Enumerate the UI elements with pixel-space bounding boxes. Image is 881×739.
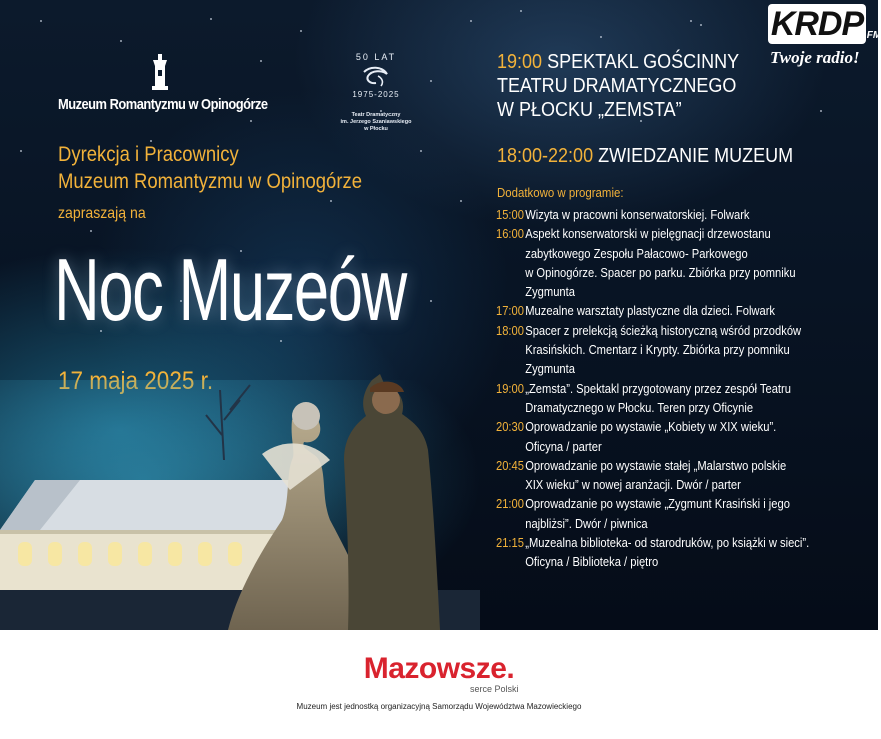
program-text: w Opinogórze. Spacer po parku. Zbiórka przy pomniku [525,264,796,280]
star [420,150,422,152]
invitation-line-3: zapraszają na [58,205,146,222]
museum-name: Muzeum Romantyzmu w Opinogórze [58,96,268,113]
program-text: „Zemsta”. Spektakl przygotowany przez zespół Teatru [525,380,791,396]
anniversary-years: 1975-2025 [352,90,400,99]
star [690,20,692,22]
program-text: Muzealne warsztaty plastyczne dla dzieci. Folwark [525,303,776,319]
main-event-time: 19:00 [497,51,543,73]
event-title: Noc Muzeów [54,240,406,339]
museum-tower-icon [149,54,171,90]
program-text: zabytkowego Zespołu Pałacowo- Parkowego [525,245,748,261]
star [470,20,472,22]
program-heading: Dodatkowo w programie: [497,185,624,200]
footer-note: Muzeum jest jednostką organizacyjną Samorządu Województwa Mazowieckiego [296,702,582,711]
star [20,150,22,152]
anniversary-top-text: 50 LAT [355,52,397,62]
mazowsze-tagline: serce Polski [470,684,519,694]
invitation-line-1: Dyrekcja i Pracownicy [58,143,239,166]
program-time: 16:00 [496,226,524,242]
theatre-caption: Teatr Dramatyczny im. Jerzego Szaniawskiego w Płocku [340,112,412,132]
radio-name: KRDP [768,4,866,44]
star [600,36,602,38]
main-event-spectacle [497,50,739,122]
main-event-time: 18:00-22:00 [497,145,594,167]
program-text: Zygmunta [525,361,575,377]
star [700,24,702,26]
main-event-text: SPEKTAKL GOŚCINNY [547,51,740,73]
program-text: Oficyna / Biblioteka / piętro [525,554,659,570]
star [430,300,432,302]
program-time: 18:00 [496,322,524,338]
footer [0,630,878,739]
program-time: 21:00 [496,496,524,512]
main-event-text: W PŁOCKU „ZEMSTA” [497,99,682,121]
program-time: 20:30 [496,419,524,435]
program-time: 19:00 [496,380,524,396]
program-time: 20:45 [496,457,524,473]
program-text: Aspekt konserwatorski w pielęgnacji drzewostanu [525,226,771,242]
program-text: Wizyta w pracowni konserwatorskiej. Folwark [525,207,750,222]
invitation-line-2: Muzeum Romantyzmu w Opinogórze [58,170,363,193]
radio-suffix: .FM [864,30,881,41]
radio-logo [760,0,881,78]
star [90,230,92,232]
star [280,340,282,342]
main-event-text: ZWIEDZANIE MUZEUM [598,145,794,167]
program-text: Oprowadzanie po wystawie „Kobiety w XIX wieku”. [525,419,777,435]
program-text: Zygmunta [525,284,575,300]
star [430,80,432,82]
star [260,60,262,62]
star [250,120,252,122]
main-event-visiting [497,144,793,168]
program-time: 21:15 [496,535,524,551]
program-text: „Muzealna biblioteka- od starodruków, po książki w sieci”. [525,535,810,551]
program-time: 15:00 [496,207,524,222]
star [120,40,122,42]
program-text: Oficyna / parter [525,438,602,454]
program-text: Oprowadzanie po wystawie stałej „Malarstwo polskie [525,457,787,473]
manor-and-actors-illustration [0,380,480,630]
star [330,200,332,202]
star [820,110,822,112]
program-text: najbliżsi”. Dwór / piwnica [525,515,648,531]
program-time: 17:00 [496,303,524,319]
star [150,140,152,142]
theatre-anniversary-logo [336,52,416,142]
star [460,200,462,202]
star [40,20,42,22]
star [210,18,212,20]
program-text: Krasińskich. Cmentarz i Krypty. Zbiórka przy pomniku [525,342,790,358]
mazowsze-logo: Mazowsze. [363,652,515,685]
program-text: Dramatycznego w Płocku. Teren przy Oficynie [525,399,754,415]
program-text: Spacer z prelekcją ścieżką historyczną wśród przodków [525,322,802,338]
theatre-mask-icon [360,66,390,90]
main-event-text: TEATRU DRAMATYCZNEGO [497,75,737,97]
star [520,10,522,12]
program-text: Oprowadzanie po wystawie „Zygmunt Krasiński i jego [525,496,790,512]
star [300,30,302,32]
radio-slogan: Twoje radio! [770,48,860,67]
program-text: XIX wieku” w nowej aranżacji. Dwór / parter [525,477,741,493]
